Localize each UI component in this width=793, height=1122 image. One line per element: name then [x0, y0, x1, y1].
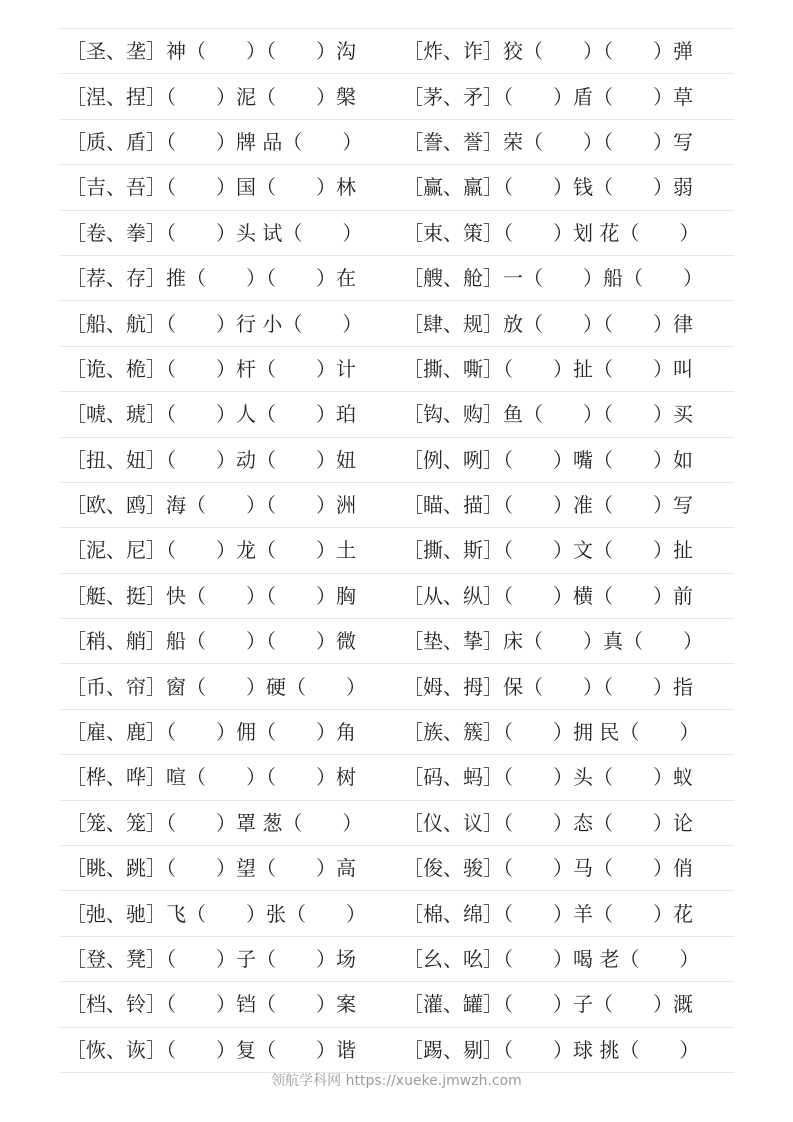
exercise-right: ［码、蚂］（ ）头（ ）蚁: [403, 765, 693, 790]
exercise-left: ［卷、拳］（ ）头 试（ ）: [66, 220, 363, 245]
exercise-right: ［垫、挚］床（ ）真（ ）: [403, 629, 703, 654]
exercise-row: [60, 165, 734, 210]
exercise-right: ［姆、拇］保（ ）（ ）指: [403, 674, 693, 699]
exercise-left: ［船、航］（ ）行 小（ ）: [66, 311, 363, 336]
exercise-left: ［恢、诙］（ ）复（ ）谐: [66, 1037, 356, 1062]
exercise-right: ［仪、议］（ ）态（ ）论: [403, 810, 693, 835]
exercise-left: ［扭、妞］（ ）动（ ）妞: [66, 447, 356, 472]
exercise-row: [60, 301, 734, 346]
exercise-row: [60, 74, 734, 119]
exercise-row: [60, 755, 734, 800]
exercise-left: ［荐、存］推（ ）（ ）在: [66, 266, 356, 291]
exercise-table: [60, 29, 734, 1073]
exercise-left: ［涅、捏］（ ）泥（ ）槃: [66, 84, 356, 109]
exercise-row: [60, 211, 734, 256]
watermark: 领航学科网 https://xueke.jmwzh.com: [271, 1073, 522, 1089]
exercise-row: [60, 664, 734, 709]
exercise-left: ［桦、哗］喧（ ）（ ）树: [66, 765, 356, 790]
exercise-row: [60, 891, 734, 936]
exercise-row: [60, 347, 734, 392]
exercise-left: ［稍、艄］船（ ）（ ）微: [66, 629, 356, 654]
exercise-right: ［撕、嘶］（ ）扯（ ）叫: [403, 356, 693, 381]
exercise-right: ［族、簇］（ ）拥 民（ ）: [403, 720, 700, 745]
exercise-right: ［俊、骏］（ ）马（ ）俏: [403, 856, 693, 881]
exercise-row: [60, 710, 734, 755]
exercise-left: ［唬、琥］（ ）人（ ）珀: [66, 402, 356, 427]
exercise-row: [60, 29, 734, 74]
exercise-left: ［笼、笼］（ ）罩 葱（ ）: [66, 810, 363, 835]
exercise-left: ［泥、尼］（ ）龙（ ）土: [66, 538, 356, 563]
exercise-right: ［幺、吆］（ ）喝 老（ ）: [403, 947, 700, 971]
exercise-left: ［艇、挺］快（ ）（ ）胸: [66, 583, 356, 608]
exercise-left: ［欧、鸥］海（ ）（ ）洲: [66, 493, 356, 518]
exercise-left: ［弛、驰］飞（ ）张（ ）: [66, 901, 366, 926]
exercise-row: [60, 801, 734, 846]
exercise-row: [60, 574, 734, 619]
exercise-right: ［肆、规］放（ ）（ ）律: [403, 311, 693, 336]
exercise-left: ［登、凳］（ ）子（ ）场: [66, 947, 356, 971]
exercise-right: ［钩、购］鱼（ ）（ ）买: [403, 402, 693, 427]
exercise-row: [60, 438, 734, 483]
exercise-right: ［束、策］（ ）划 花（ ）: [403, 220, 700, 245]
exercise-right: ［踢、剔］（ ）球 挑（ ）: [403, 1037, 700, 1062]
exercise-left: ［眺、跳］（ ）望（ ）高: [66, 856, 356, 881]
exercise-right: ［瞄、描］（ ）准（ ）写: [403, 493, 693, 518]
exercise-row: [60, 483, 734, 528]
exercise-right: ［棉、绵］（ ）羊（ ）花: [403, 901, 693, 926]
exercise-row: [60, 937, 734, 982]
exercise-right: ［炸、诈］狡（ ）（ ）弹: [403, 39, 693, 64]
exercise-left: ［币、帘］窗（ ）硬（ ）: [66, 674, 366, 699]
exercise-left: ［吉、吾］（ ）国（ ）林: [66, 175, 356, 200]
exercise-row: [60, 982, 734, 1027]
exercise-row: [60, 619, 734, 664]
exercise-right: ［从、纵］（ ）横（ ）前: [403, 583, 693, 608]
exercise-right: ［例、咧］（ ）嘴（ ）如: [403, 447, 693, 472]
exercise-row: [60, 528, 734, 573]
exercise-right: ［灌、罐］（ ）子（ ）溉: [403, 992, 693, 1017]
exercise-row: [60, 256, 734, 301]
exercise-left: ［圣、垄］神（ ）（ ）沟: [66, 39, 356, 64]
exercise-row: [60, 392, 734, 437]
exercise-right: ［誊、誉］荣（ ）（ ）写: [403, 129, 693, 154]
exercise-left: ［雇、鹿］（ ）佣（ ）角: [66, 720, 356, 745]
exercise-left: ［档、铃］（ ）铛（ ）案: [66, 992, 356, 1017]
exercise-left: ［质、盾］（ ）牌 品（ ）: [66, 129, 363, 154]
exercise-row: [60, 846, 734, 891]
exercise-right: ［茅、矛］（ ）盾（ ）草: [403, 84, 693, 109]
exercise-row: [60, 1028, 734, 1073]
exercise-row: [60, 120, 734, 165]
exercise-left: ［诡、桅］（ ）杆（ ）计: [66, 356, 356, 381]
exercise-right: ［艘、舱］一（ ）船（ ）: [403, 266, 703, 291]
exercise-right: ［撕、斯］（ ）文（ ）扯: [403, 538, 693, 563]
exercise-right: ［赢、羸］（ ）钱（ ）弱: [403, 175, 693, 200]
